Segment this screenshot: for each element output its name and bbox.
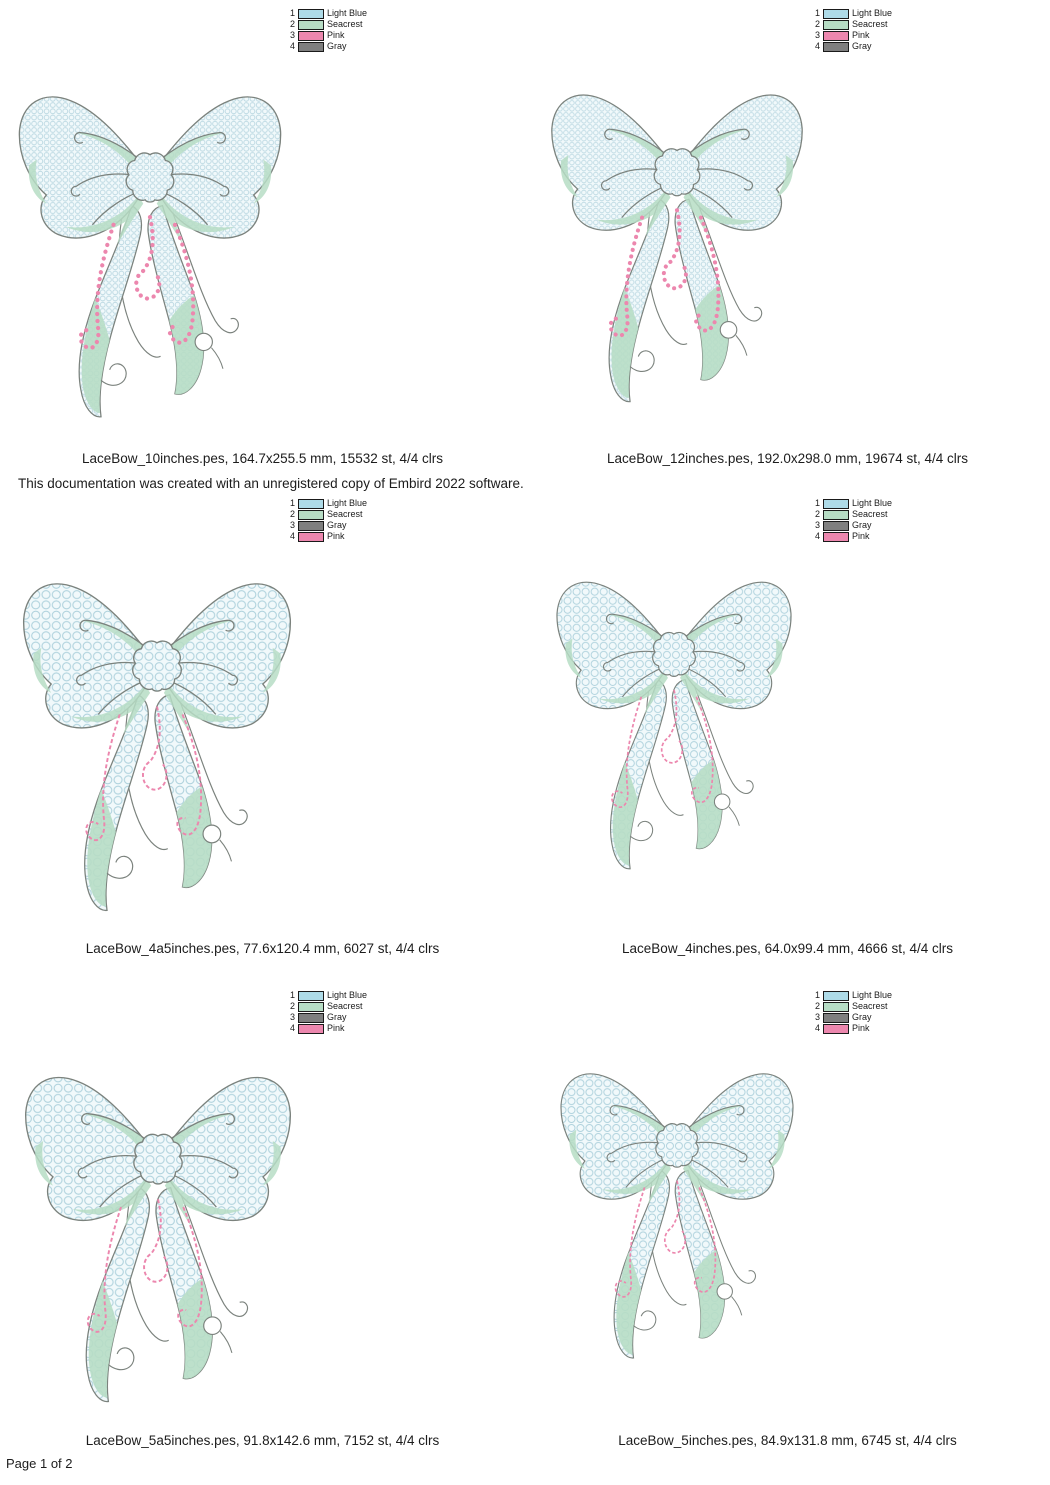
legend-number: 4 xyxy=(289,531,295,541)
legend-color-swatch xyxy=(823,1013,849,1023)
legend-color-swatch xyxy=(823,499,849,509)
design-caption: LaceBow_5inches.pes, 84.9x131.8 mm, 6745 st, 4/4 clrs xyxy=(618,1433,957,1448)
legend-number: 2 xyxy=(814,509,820,519)
legend-row xyxy=(811,498,892,509)
design-cell xyxy=(0,498,525,960)
legend-row xyxy=(811,1023,892,1034)
legend-color-swatch xyxy=(823,521,849,531)
legend-row xyxy=(811,41,892,52)
design-cell xyxy=(525,498,1050,960)
legend-color-swatch xyxy=(823,532,849,542)
design-cell xyxy=(525,990,1050,1452)
design-caption: LaceBow_5a5inches.pes, 91.8x142.6 mm, 7152 st, 4/4 clrs xyxy=(85,1433,440,1448)
legend-number: 1 xyxy=(289,8,295,18)
legend-row xyxy=(286,498,367,509)
legend-color-name: Gray xyxy=(327,1012,347,1022)
lace-bow-graphic xyxy=(10,538,304,930)
legend-color-name: Gray xyxy=(852,41,872,51)
design-caption: LaceBow_4inches.pes, 64.0x99.4 mm, 4666 st, 4/4 clrs xyxy=(622,941,953,956)
legend-color-name: Light Blue xyxy=(852,990,893,1000)
legend-number: 1 xyxy=(289,498,295,508)
design-caption: LaceBow_4a5inches.pes, 77.6x120.4 mm, 6027 st, 4/4 clrs xyxy=(85,941,440,956)
legend-color-name: Pink xyxy=(852,531,870,541)
legend-color-name: Light Blue xyxy=(852,8,893,18)
legend-color-swatch xyxy=(823,31,849,41)
legend-number: 2 xyxy=(814,19,820,29)
legend-color-swatch xyxy=(298,510,324,520)
legend-row xyxy=(811,1001,892,1012)
legend-color-name: Gray xyxy=(852,1012,872,1022)
legend-number: 1 xyxy=(814,990,820,1000)
legend-row xyxy=(811,509,892,520)
legend-color-swatch xyxy=(823,20,849,30)
legend-row xyxy=(286,520,367,531)
thread-color-legend xyxy=(286,8,367,52)
legend-color-swatch xyxy=(823,991,849,1001)
legend-color-swatch xyxy=(823,510,849,520)
legend-row xyxy=(286,990,367,1001)
legend-number: 4 xyxy=(289,41,295,51)
legend-color-swatch xyxy=(823,1024,849,1034)
thread-color-legend xyxy=(286,498,367,542)
legend-color-name: Pink xyxy=(327,30,345,40)
legend-color-name: Pink xyxy=(852,1023,870,1033)
legend-row xyxy=(811,520,892,531)
legend-color-name: Gray xyxy=(327,520,347,530)
legend-number: 3 xyxy=(289,1012,295,1022)
legend-color-swatch xyxy=(298,1002,324,1012)
lace-bow-graphic xyxy=(539,52,815,420)
legend-color-swatch xyxy=(823,9,849,19)
legend-color-swatch xyxy=(298,31,324,41)
legend-color-name: Gray xyxy=(852,520,872,530)
legend-color-name: Gray xyxy=(327,41,347,51)
legend-color-name: Seacrest xyxy=(327,509,363,519)
legend-number: 4 xyxy=(814,531,820,541)
lace-bow-graphic xyxy=(545,542,803,886)
legend-color-swatch xyxy=(298,521,324,531)
lace-bow-graphic xyxy=(549,1034,805,1375)
legend-color-name: Seacrest xyxy=(327,1001,363,1011)
legend-color-swatch xyxy=(298,42,324,52)
legend-row xyxy=(286,1001,367,1012)
legend-row xyxy=(286,509,367,520)
legend-number: 3 xyxy=(814,30,820,40)
legend-row xyxy=(286,19,367,30)
legend-row xyxy=(811,19,892,30)
legend-color-swatch xyxy=(298,1013,324,1023)
legend-row xyxy=(286,8,367,19)
legend-color-name: Light Blue xyxy=(327,8,368,18)
legend-color-name: Seacrest xyxy=(852,19,888,29)
thread-color-legend xyxy=(811,990,892,1034)
legend-color-name: Light Blue xyxy=(327,498,368,508)
unregistered-notice: This documentation was created with an unregistered copy of Embird 2022 software. xyxy=(18,476,524,491)
legend-number: 2 xyxy=(289,509,295,519)
legend-number: 1 xyxy=(814,498,820,508)
legend-color-name: Pink xyxy=(852,30,870,40)
legend-number: 1 xyxy=(289,990,295,1000)
design-caption: LaceBow_12inches.pes, 192.0x298.0 mm, 19674 st, 4/4 clrs xyxy=(607,451,968,466)
legend-row xyxy=(811,30,892,41)
legend-number: 4 xyxy=(814,41,820,51)
design-cell xyxy=(525,8,1050,470)
legend-color-name: Pink xyxy=(327,531,345,541)
legend-row xyxy=(811,531,892,542)
legend-color-name: Pink xyxy=(327,1023,345,1033)
legend-number: 3 xyxy=(814,1012,820,1022)
legend-color-name: Light Blue xyxy=(327,990,368,1000)
legend-number: 1 xyxy=(814,8,820,18)
legend-number: 2 xyxy=(289,19,295,29)
legend-number: 3 xyxy=(289,520,295,530)
thread-color-legend xyxy=(811,498,892,542)
design-cell xyxy=(0,8,525,470)
legend-color-name: Seacrest xyxy=(852,1001,888,1011)
lace-bow-graphic xyxy=(12,1032,304,1421)
legend-color-swatch xyxy=(298,499,324,509)
legend-number: 2 xyxy=(289,1001,295,1011)
legend-row xyxy=(286,30,367,41)
legend-number: 4 xyxy=(289,1023,295,1033)
legend-color-swatch xyxy=(823,42,849,52)
legend-color-swatch xyxy=(823,1002,849,1012)
legend-row xyxy=(811,8,892,19)
design-caption: LaceBow_10inches.pes, 164.7x255.5 mm, 15532 st, 4/4 clrs xyxy=(82,451,443,466)
design-cell xyxy=(0,990,525,1452)
legend-color-swatch xyxy=(298,991,324,1001)
legend-row xyxy=(811,1012,892,1023)
page-number: Page 1 of 2 xyxy=(6,1456,73,1471)
legend-color-name: Seacrest xyxy=(327,19,363,29)
thread-color-legend xyxy=(286,990,367,1034)
legend-number: 3 xyxy=(289,30,295,40)
legend-row xyxy=(286,41,367,52)
legend-number: 2 xyxy=(814,1001,820,1011)
legend-row xyxy=(811,990,892,1001)
legend-color-swatch xyxy=(298,9,324,19)
thread-color-legend xyxy=(811,8,892,52)
lace-bow-graphic xyxy=(6,52,294,436)
legend-number: 3 xyxy=(814,520,820,530)
legend-color-name: Seacrest xyxy=(852,509,888,519)
legend-number: 4 xyxy=(814,1023,820,1033)
legend-color-name: Light Blue xyxy=(852,498,893,508)
legend-color-swatch xyxy=(298,20,324,30)
legend-row xyxy=(286,1012,367,1023)
